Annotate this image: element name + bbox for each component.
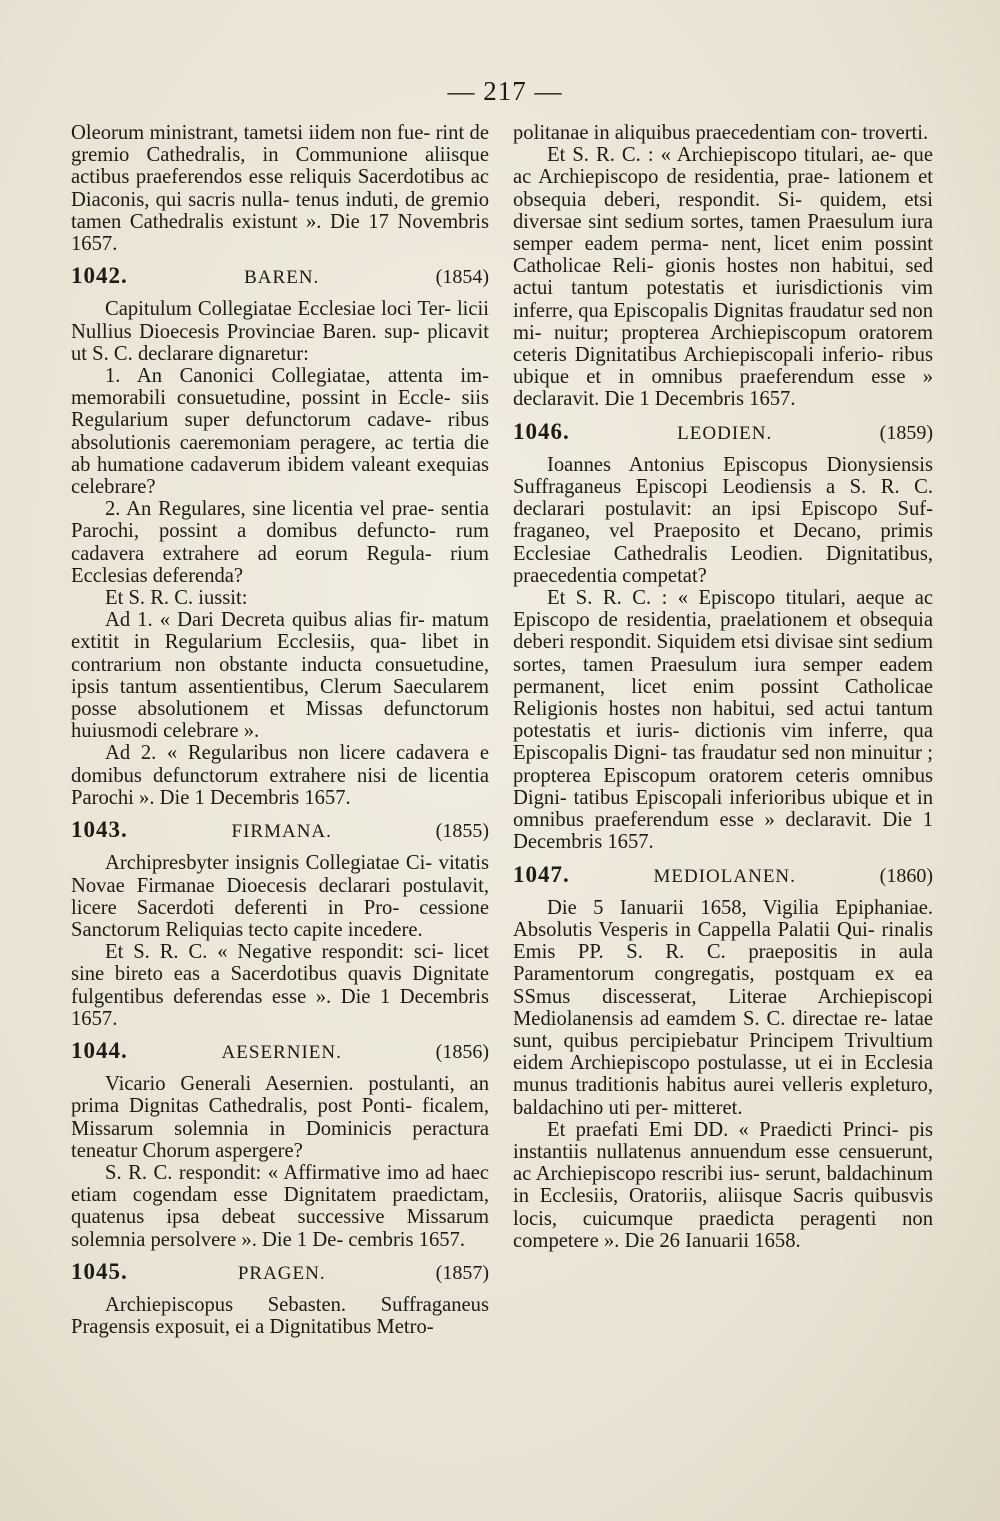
entry-heading-1043	[71, 819, 489, 843]
entry-heading-1045	[71, 1258, 489, 1285]
continuation-paragraph: Et S. R. C. : « Archiepiscopo titulari, ae- que ac Archiepiscopo de residentia, prae- lationem et obsequia deberi, respondit. Si- quidem, etsi diversae sint sedium sortes, tamen Praesulum iura semper eadem perma- nent, licet enim possint Catholicae Reli- gionis hostes non habitui, sed actui tantum potestatis et iurisdictionis vim inferre, qua Episcopalis Dignitas fraudatur sed non mi- nuitur; propterea Archiepiscopum oratorem ceteris Dignitatibus Archiepiscopali inferio- ribus ubique et in omnibus praeferendum esse » declaravit. Die 1 Decembris 1657.	[513, 144, 933, 411]
left-column	[71, 122, 489, 1338]
entry-number: 1042.	[71, 263, 128, 289]
entry-paragraph: Et S. R. C. : « Episcopo titulari, aeque ac Episcopo de residentia, praelationem et obsequia deberi respondit. Siquidem etsi divisae sint sedium sortes, tamen Praesulum iura semper eadem permanent, licet enim possint Catholicae Religionis hostes non habitui, sed actui tantum potestatis et iuris- dictionis vim inferre, qua Episcopalis Digni- tas fraudatur sed non minuitur ; propterea Episcopum oratorem ceteris omnibus Digni- tatibus Episcopali inferioribus ubique et in omnibus praeferendum esse » declaravit. Die 1 Decembris 1657.	[513, 587, 933, 854]
entry-title: BAREN.	[244, 267, 320, 289]
entry-number: 1045.	[71, 1258, 128, 1284]
entry-paragraph: Et S. R. C. iussit:	[105, 587, 248, 610]
entry-paragraph: Archiepiscopus Sebasten. Suffraganeus Pragensis exposuit, ei a Dignitatibus Metro-	[71, 1293, 489, 1339]
entry-paragraph: Capitulum Collegiatae Ecclesiae loci Ter- licii Nullius Dioecesis Provinciae Baren. sup- plicavit ut S. C. declarare dignaretur:	[71, 298, 489, 365]
entry-paragraph: S. R. C. respondit: « Affirmative imo ad haec etiam cogendam esse Dignitatem praedictam, quatenus ipsa debeat successive Missarum solemnia persolvere ». Die 1 De- cembris 1657.	[71, 1161, 489, 1251]
entry-paragraph: Ioannes Antonius Episcopus Dionysiensis Suffraganeus Episcopi Leodiensis a S. R. C. declarari postulavit: an ipsi Episcopo Suf- fraganeo, vel Praeposito et Decano, primis Ecclesiae Cathedralis Leodien. Dignitatibus, praecedentia competat?	[513, 453, 933, 587]
entry-number: 1047.	[513, 861, 570, 887]
entry-heading-1046	[513, 418, 933, 445]
entry-reference: (1855)	[435, 820, 489, 843]
entry-paragraph: 1. An Canonici Collegiatae, attenta im- memorabili consuetudine, possint in Eccle- siis Regularium super defunctorum cadave- ribus absolutionis caeremoniam peragere, ac tertia die ab humatione cadaverum ibidem valeant exequias celebrare?	[71, 365, 489, 499]
entry-paragraph: Vicario Generali Aesernien. postulanti, an prima Dignitas Cathedralis, post Ponti- ficalem, Missarum solemnia in Dominicis peractura teneatur Chorum aspergere?	[71, 1073, 489, 1162]
entry-reference: (1859)	[879, 421, 933, 444]
entry-title: FIRMANA.	[231, 821, 332, 843]
entry-reference: (1854)	[435, 266, 489, 289]
entry-paragraph: Die 5 Ianuarii 1658, Vigilia Epiphaniae. Absolutis Vesperis in Cappella Palatii Qui- rinalis Emis PP. S. R. C. praepositis in aula Paramentorum congregatis, postquam ex ea SSmus discesserat, Literae Archiepiscopi Mediolanensis ad eamdem S. C. directae re- latae sunt, quibus percipiebatur Principem Trivultium eidem Archiepiscopo postulasse, ut ei in Ecclesia munus traditionis habitus aurei velleris expleturo, baldachino uti per- mitteret.	[513, 896, 933, 1119]
entry-number: 1043.	[71, 817, 128, 843]
entry-paragraph: Ad 1. « Dari Decreta quibus alias fir- matum extitit in Regularium Ecclesiis, qua- libet in contrarium non obstante inducta consuetudine, ipsis tantum assentientibus, Clerum Saecularem posse absolutionem et Missas defunctorum huiusmodi celebrare ».	[71, 609, 489, 743]
continuation-paragraph: Oleorum ministrant, tametsi iidem non fue- rint de gremio Cathedralis, in Communione aliisque actibus praeferendos esse reliquis Sacerdotibus ac Diaconis, qui sacris nulla- tenus induti, de gremio tamen Cathedralis existunt ». Die 17 Novembris 1657.	[71, 122, 489, 256]
entry-paragraph: Et praefati Emi DD. « Praedicti Princi- pis instantiis nullatenus annuendum esse censuerunt, ac Archiepiscopo rescribi ius- serunt, baldachinum in Ecclesiis, Oratoriis, aliisque Sacris quibusvis locis, cuicumque praedicta peragenti non competere ». Die 26 Ianuarii 1658.	[513, 1118, 933, 1252]
entry-heading-1047	[513, 861, 933, 888]
entry-paragraph: Archipresbyter insignis Collegiatae Ci- vitatis Novae Firmanae Dioecesis declarari postulavit, licere Sacerdoti deferenti in Pro- cessione Sanctorum Reliquias tecto capite incedere.	[71, 852, 489, 941]
continuation-paragraph: politanae in aliquibus praecedentiam con- troverti.	[513, 122, 929, 144]
entry-reference: (1860)	[879, 864, 933, 887]
entry-title: MEDIOLANEN.	[653, 865, 796, 887]
entry-title: LEODIEN.	[677, 422, 773, 444]
entry-number: 1046.	[513, 418, 570, 444]
entry-paragraph: 2. An Regulares, sine licentia vel prae- sentia Parochi, possint a domibus defuncto- rum cadavera extrahere ad eorum Regula- rium Ecclesias deferenda?	[71, 498, 489, 587]
entry-heading-1044	[71, 1037, 489, 1064]
entry-number: 1044.	[71, 1037, 128, 1063]
entry-reference: (1856)	[435, 1040, 489, 1063]
entry-reference: (1857)	[435, 1261, 489, 1284]
page-number: — 217 —	[447, 76, 563, 106]
right-column	[513, 122, 933, 1252]
entry-title: AESERNIEN.	[221, 1041, 342, 1063]
entry-heading-1042	[71, 265, 489, 289]
entry-paragraph: Et S. R. C. « Negative respondit: sci- licet sine bireto eas a Sacerdotibus quavis Dignitate fulgentibus deferendas esse ». Die 1 Decembris 1657.	[71, 941, 489, 1030]
entry-paragraph: Ad 2. « Regularibus non licere cadavera e domibus defunctorum extrahere nisi de licentia Parochi ». Die 1 Decembris 1657.	[71, 742, 489, 809]
entry-title: PRAGEN.	[237, 1262, 326, 1284]
